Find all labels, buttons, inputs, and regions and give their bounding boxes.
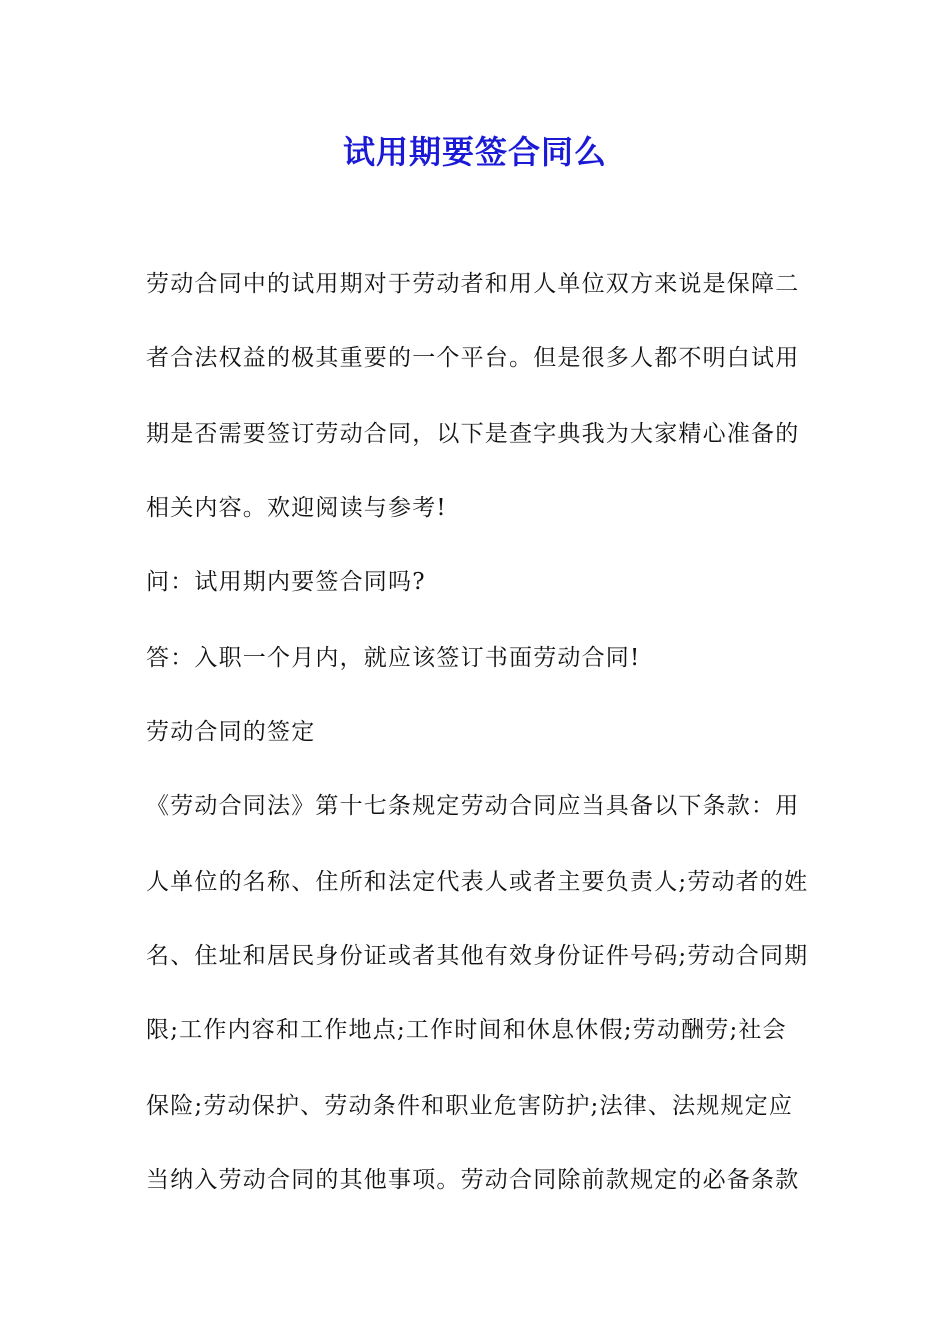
paragraph-line: 《劳动合同法》第十七条规定劳动合同应当具备以下条款：用 — [146, 793, 800, 819]
paragraph-line: 人单位的名称、住所和法定代表人或者主要负责人;劳动者的姓 — [146, 869, 809, 895]
paragraph-line: 期是否需要签订劳动合同，以下是查字典我为大家精心准备的 — [146, 421, 800, 447]
paragraph-line: 保险;劳动保护、劳动条件和职业危害防护;法律、法规规定应 — [146, 1093, 794, 1119]
paragraph-line: 劳动合同中的试用期对于劳动者和用人单位双方来说是保障二 — [146, 271, 800, 297]
paragraph-line: 限;工作内容和工作地点;工作时间和休息休假;劳动酬劳;社会 — [146, 1017, 787, 1043]
question-line: 问：试用期内要签合同吗? — [146, 569, 426, 595]
paragraph-line: 名、住址和居民身份证或者其他有效身份证件号码;劳动合同期 — [146, 943, 809, 969]
answer-line: 答：入职一个月内，就应该签订书面劳动合同! — [146, 645, 641, 671]
document-title: 试用期要签合同么 — [342, 133, 607, 171]
section-heading: 劳动合同的签定 — [146, 719, 316, 745]
paragraph-line: 当纳入劳动合同的其他事项。劳动合同除前款规定的必备条款 — [146, 1167, 800, 1193]
paragraph-line: 者合法权益的极其重要的一个平台。但是很多人都不明白试用 — [146, 345, 800, 371]
paragraph-line: 相关内容。欢迎阅读与参考! — [146, 495, 447, 521]
